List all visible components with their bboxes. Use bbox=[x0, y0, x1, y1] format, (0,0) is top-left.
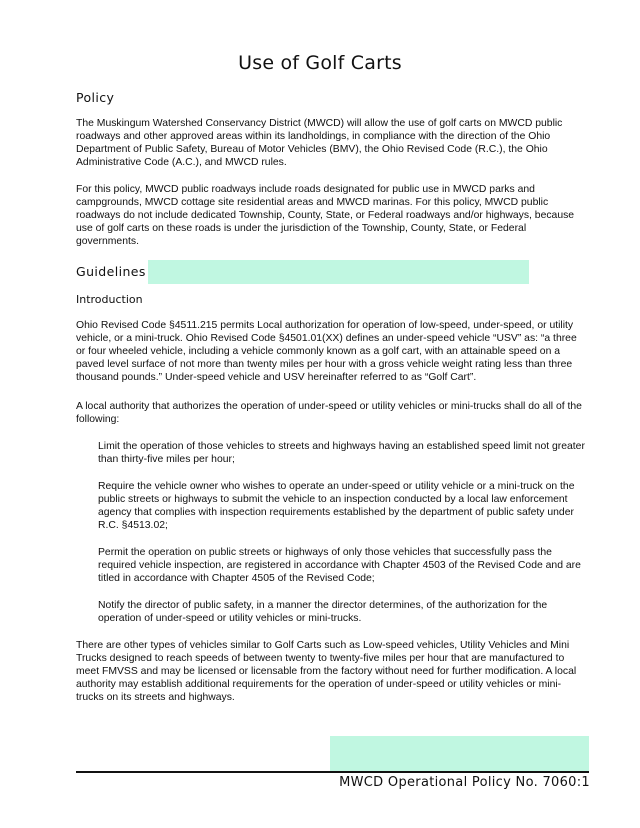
guidelines-heading: Guidelines bbox=[76, 264, 146, 279]
intro-paragraph-1: Ohio Revised Code §4511.215 permits Local authorization for operation of low-speed, under-speed, or utility vehicle, or a mini-truck. Ohio Revised Code §4501.01(XX) defines an under-speed vehicle “USV” as: “a three or four wheeled vehicle, including a vehicle commonly known as a golf cart, with an attainable speed on a paved level surface of not more than twenty miles per hour with a gross vehicle weight rating less than three thousand pounds.” Under-speed vehicle and USV hereinafter referred to as “Golf Cart”. bbox=[76, 320, 577, 383]
requirement-item: Require the vehicle owner who wishes to operate an under-speed or utility vehicle or a mini-truck on the public streets or highways to submit the vehicle to an inspection conducted by a local law enforcement agency that complies with inspection requirements established by the department of public safety under R.C. §4513.02; bbox=[98, 481, 575, 531]
policy-paragraph-2: For this policy, MWCD public roadways include roads designated for public use in MWCD parks and campgrounds, MWCD cottage site residential areas and MWCD marinas. For this policy, MWCD public roadways do not include dedicated Township, County, State, or Federal roadways and/or highways, because use of golf carts on these roads is under the jurisdiction of the Township, County, State, or Federal governments. bbox=[76, 184, 575, 247]
footer-policy-number: MWCD Operational Policy No. 7060:1 bbox=[339, 775, 590, 790]
policy-heading: Policy bbox=[76, 90, 115, 105]
requirement-item: Limit the operation of those vehicles to streets and highways having an established speed limit not greater than thirty-five miles per hour; bbox=[98, 441, 585, 465]
guidelines-highlight-box bbox=[148, 260, 529, 284]
intro-paragraph-2: A local authority that authorizes the operation of under-speed or utility vehicles or mini-trucks shall do all of the following: bbox=[76, 401, 582, 425]
introduction-heading: Introduction bbox=[76, 293, 143, 306]
policy-paragraph-1: The Muskingum Watershed Conservancy District (MWCD) will allow the use of golf carts on MWCD public roadways and other approved areas within its landholdings, in compliance with the direction of the Ohio Department of Public Safety, Bureau of Motor Vehicles (BMV), the Ohio Revised Code (R.C.), the Ohio Administrative Code (A.C.), and MWCD rules. bbox=[76, 118, 563, 168]
footer-highlight-box bbox=[330, 736, 589, 771]
requirement-item: Notify the director of public safety, in a manner the director determines, of the authorization for the operation of under-speed or utility vehicles or mini-trucks. bbox=[98, 600, 548, 624]
requirement-item: Permit the operation on public streets or highways of only those vehicles that successfully pass the required vehicle inspection, are registered in accordance with Chapter 4503 of the Revised Code and are titled in accordance with Chapter 4505 of the Revised Code; bbox=[98, 547, 581, 584]
closing-paragraph: There are other types of vehicles similar to Golf Carts such as Low-speed vehicles, Utility Vehicles and Mini Trucks designed to reach speeds of between twenty to twenty-five miles per hour that are manufactured to meet FMVSS and may be licensed or licensable from the factory without need for further modification. A local authority may establish additional requirements for the operation of under-speed or utility vehicles or mini-trucks on its streets and highways. bbox=[76, 640, 577, 703]
document-title: Use of Golf Carts bbox=[238, 52, 402, 74]
footer-rule bbox=[76, 771, 589, 773]
